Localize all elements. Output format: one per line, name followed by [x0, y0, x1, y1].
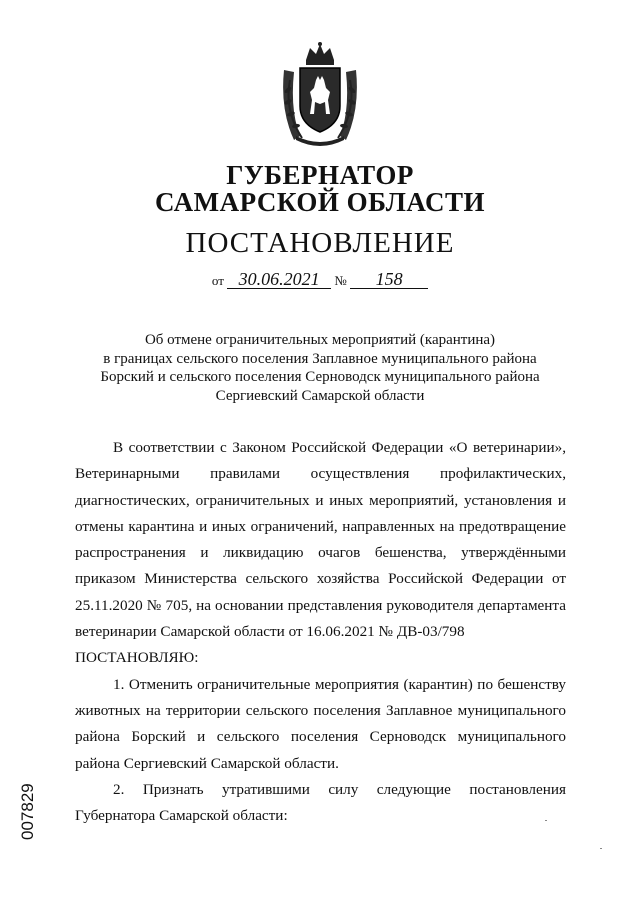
title-line-1: Об отмене ограничительных мероприятий (карантина) [144, 332, 496, 348]
item-1-paragraph: 1. Отменить ограничительные мероприятия (карантин) по бешенству животных на территории сельского поселения Заплавное муниципального района Борский и сельского поселения Серноводск муниципального района Сергиевский Самарской области. [75, 675, 566, 772]
scan-speck [600, 848, 602, 849]
document-type-heading: ПОСТАНОВЛЕНИЕ [185, 227, 455, 259]
preamble-paragraph: В соответствии с Законом Российской Федерации «О ветеринарии», Ветеринарными правилами осуществления профилактических, диагностических, ограничительных и иных мероприятий, установления и отмены карантина и иных ограничений, направленных на предотвращение распространения и ликвидацию очагов бешенства, утверждёнными приказом Министерства сельского хозяйства Российской Федерации от 25.11.2020 № 705, на основании представления руководителя департамента ветеринарии Самарской области от 16.06.2021 № ДВ-03/798 [75, 439, 566, 641]
scan-speck [545, 820, 547, 821]
item-2-paragraph: 2. Признать утратившими силу следующие постановления Губернатора Самарской области: [75, 780, 566, 825]
margin-serial-number [16, 770, 36, 840]
authority-name-line1: ГУБЕРНАТОР [226, 160, 414, 190]
title-line-3: Борский и сельского поселения Серноводск муниципального района [100, 369, 540, 385]
date-label: от [211, 273, 224, 288]
samara-coat-of-arms-icon [270, 40, 370, 152]
document-number: 158 [350, 270, 428, 289]
document-body [75, 435, 566, 829]
title-line-2: в границах сельского поселения Заплавное муниципального района [103, 350, 537, 367]
document-title [90, 331, 550, 405]
resolve-statement: ПОСТАНОВЛЯЮ: [75, 649, 199, 667]
serial-number-text: 007829 [18, 783, 37, 840]
authority-name-line2: САМАРСКОЙ ОБЛАСТИ [154, 187, 486, 217]
title-line-4: Сергиевский Самарской области [215, 387, 425, 404]
document-date: 30.06.2021 [227, 270, 331, 289]
date-number-line [0, 270, 640, 289]
number-label: № [334, 273, 347, 288]
